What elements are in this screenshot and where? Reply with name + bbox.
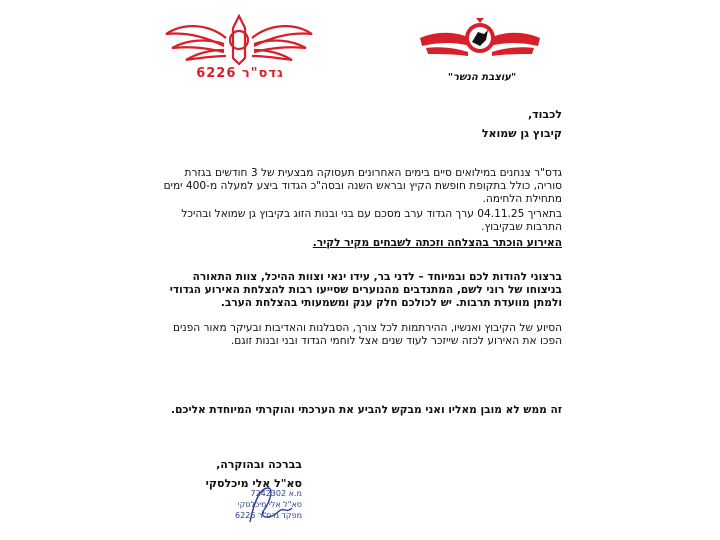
battalion-logo <box>164 14 314 84</box>
paragraph-thanks: ברצוני להודות לכם ובמיוחד – לדני בר, עידו ינאי וצוות ההיכל, צוות התאורה בניצוחו של רוני לשם, המתנדבים מהנוערים שסייעו רבות להצלחת האירוע הגדודי ולמתן מוועדת תרבות. יש לכולכם חלק ענק ומשמעותי בהצלחת הערב. <box>169 271 562 309</box>
recipient-line: קיבוץ גן שמואל <box>481 127 562 140</box>
signature-name: סא"ל אלי מיכלסקי <box>205 477 302 490</box>
brigade-logo-caption: "עוצבת הנשר" <box>447 72 517 83</box>
official-stamp <box>210 488 302 534</box>
stamp-name: סא"ל אלי מיכלסקי <box>237 500 302 509</box>
greeting-line: לכבוד, <box>527 108 562 121</box>
paragraph-success: האירוע הוכתר בהצלחה וזכתה לשבחים מקיר לקיר. <box>312 237 562 249</box>
battalion-logo-caption: גדס"ר 6226 <box>196 66 284 81</box>
closing-line: בברכה ובהוקרה, <box>216 458 302 471</box>
eagle-emblem-icon <box>418 16 542 64</box>
stamp-role: מפקד גדס"ר 6226 <box>235 511 302 520</box>
stamp-id: מ.א 7242302 <box>250 489 302 498</box>
paragraph-summary: גדס"ר צנחנים במילואים סיים בימים האחרונים תעסוקה מבצעית של 3 חודשים בגזרת סוריה, כולל בתקופת חופשת הקיץ ובראש השנה ובסה"כ הגדוד ביצע למעלה מ-400 ימים מתחילת הלחימה. <box>163 167 562 205</box>
handwritten-signature-icon <box>240 482 300 528</box>
paragraph-appreciation: זה ממש לא מובן מאליו ואני מבקש להביע את הערכתי והוקרתי המיוחדת אליכם. <box>171 404 562 416</box>
winged-emblem-icon <box>164 14 314 66</box>
paragraph-support: הסיוע של הקיבוץ ואנשיו, ההירתמות לכל צורך, הסבלנות והאדיבות ובעיקר מאור הפנים הפכו את האירוע לכזה שייזכר לעוד שנים אצל לוחמי הגדוד ובני ובנות זוגם. <box>172 322 562 347</box>
paragraph-event: בתאריך 04.11.25 ערך הגדוד ערב מסכם עם בני ובנות הזוג בקיבוץ גן שמואל ובהיכל התרבות שבקיבוץ. <box>181 208 562 233</box>
brigade-logo <box>418 16 542 86</box>
